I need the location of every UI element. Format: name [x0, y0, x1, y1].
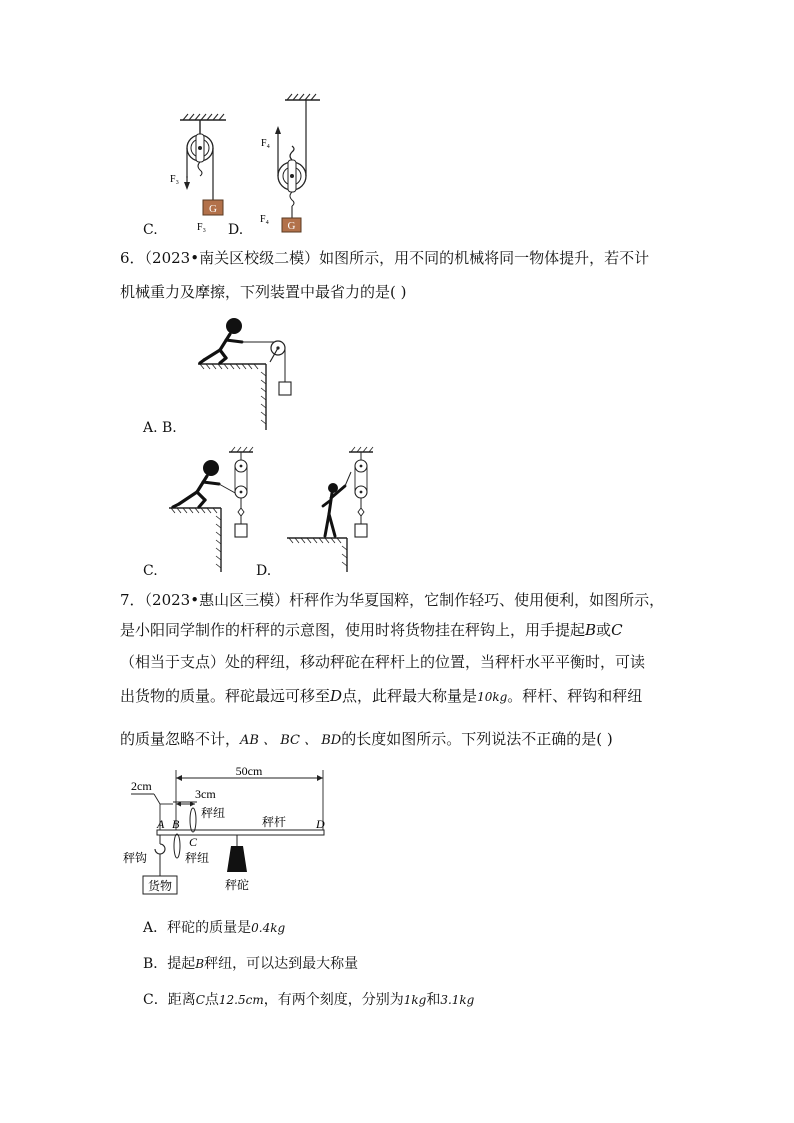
label-d-fig5: D.	[228, 222, 244, 238]
q7-option-b[interactable]: B．提起B秤纽，可以达到最大称量	[143, 956, 359, 972]
label-gan: 秤杆	[262, 815, 287, 829]
q7-line3: （相当于支点）处的秤纽，移动秤砣在秤杆上的位置，当秤杆水平平衡时，可读	[120, 653, 646, 671]
figure-q6-ab	[190, 312, 310, 432]
label-niu-top: 秤纽	[201, 806, 226, 820]
label-c-q6: C.	[143, 563, 158, 579]
q6-line1: 6．（2023•南关区校级二模）如图所示，用不同的机械将同一物体提升，若不计	[120, 249, 650, 267]
q7-line4: 出货物的质量。秤砣最远可移至D点，此秤最大称量是10kg。秤杆、秤钩和秤纽	[120, 687, 643, 705]
weight-g-c: G	[209, 203, 217, 215]
force-f4-top: F₄	[261, 138, 271, 149]
figure-q6-d	[285, 442, 390, 574]
q7-option-c[interactable]: C．距离C点12.5cm，有两个刻度，分别为1kg和3.1kg	[143, 992, 475, 1008]
force-f3-left: F₃	[170, 174, 180, 185]
label-ab-q6: A. B.	[143, 420, 177, 436]
label-D: D	[316, 817, 325, 831]
label-huowu: 货物	[147, 879, 173, 893]
q7-line2: 是小阳同学制作的杆秤的示意图，使用时将货物挂在秤钩上，用手提起B或C	[120, 621, 623, 639]
label-gou: 秤钩	[123, 851, 148, 865]
q7-line5: 的质量忽略不计，AB 、 BC 、 BD的长度如图所示。下列说法不正确的是( )	[120, 730, 613, 748]
figure-steelyard	[115, 762, 345, 902]
pulley-c	[170, 114, 226, 233]
label-B: B	[172, 817, 180, 831]
force-f4-bottom: F₄	[260, 214, 270, 225]
label-niu-bottom: 秤纽	[185, 851, 210, 865]
label-c-fig5: C.	[143, 222, 158, 238]
q7-option-a[interactable]: A．秤砣的质量是0.4kg	[143, 920, 286, 936]
label-A: A	[157, 817, 165, 831]
q6-line2: 机械重力及摩擦，下列装置中最省力的是( )	[120, 283, 407, 301]
dim-3cm: 3cm	[195, 787, 216, 801]
figure-q6-c	[165, 442, 270, 574]
label-tuo: 秤砣	[224, 878, 250, 892]
label-C: C	[189, 835, 198, 849]
pulley-d	[260, 94, 320, 232]
force-f3-bottom: F₃	[197, 222, 207, 233]
label-d-q6: D.	[256, 563, 272, 579]
weight-g-d: G	[287, 220, 296, 232]
dim-2cm: 2cm	[131, 779, 152, 793]
dim-50cm: 50cm	[235, 764, 263, 778]
q7-line1: 7．（2023•惠山区三模）杆秤作为华夏国粹，它制作轻巧、使用便利，如图所示，	[120, 591, 665, 609]
